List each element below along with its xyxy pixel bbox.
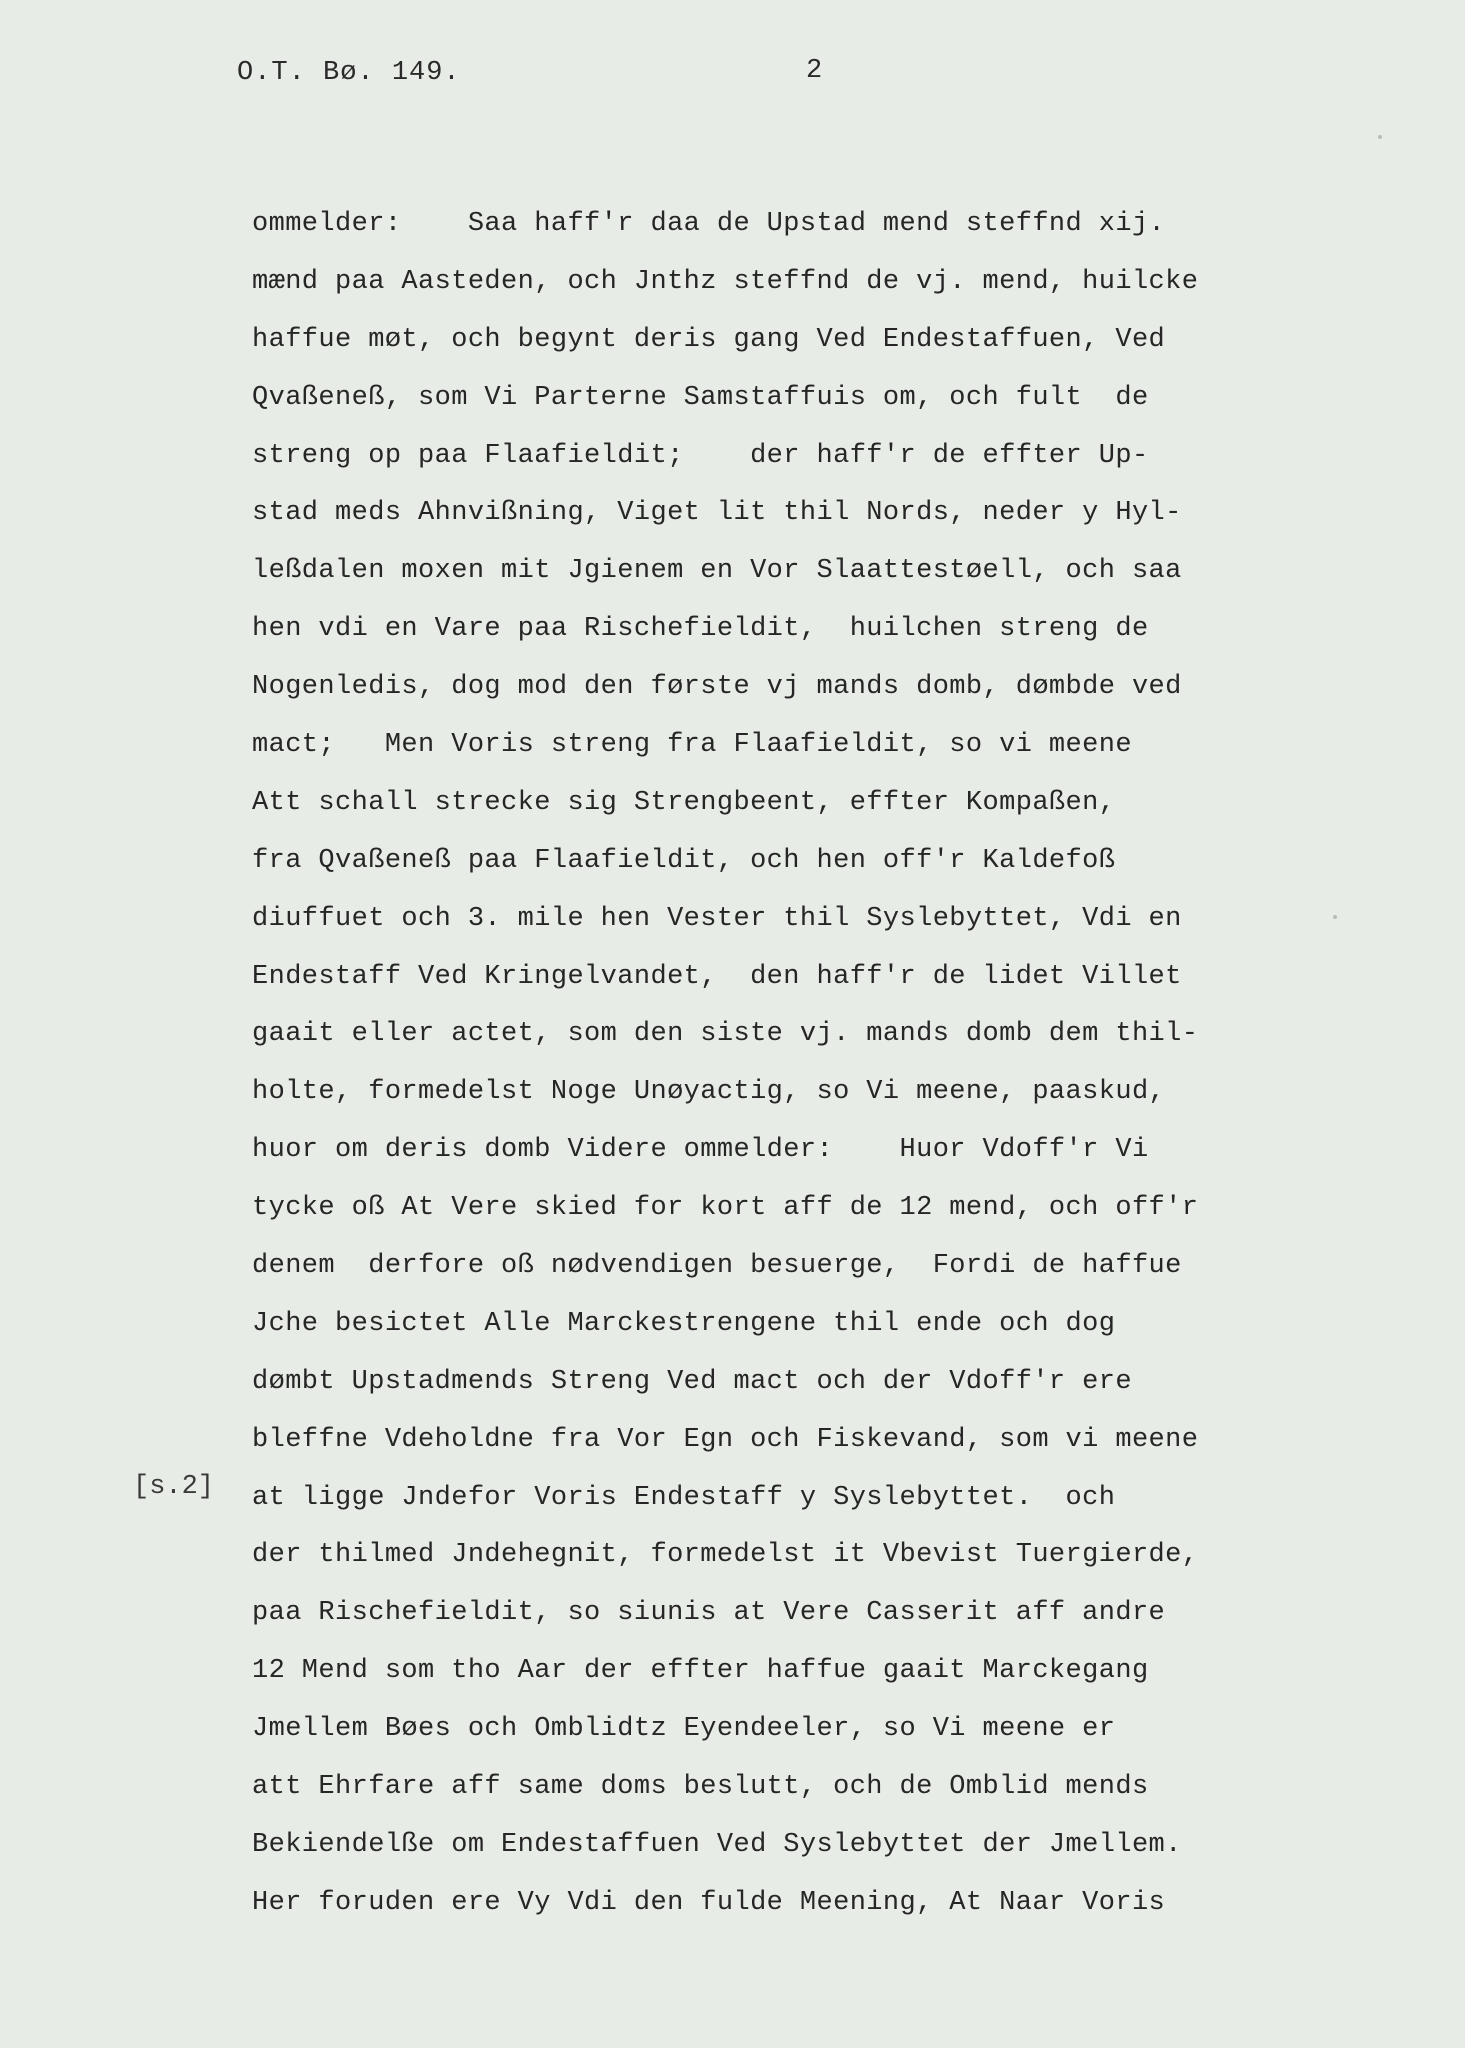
text-line: 12 Mend som tho Aar der effter haffue gaait Marckegang xyxy=(252,1656,1149,1687)
text-line: huor om deris domb Videre ommelder: Huor Vdoff'r Vi xyxy=(252,1135,1149,1166)
archive-reference: O.T. Bø. 149. xyxy=(237,58,461,88)
text-line: mænd paa Aasteden, och Jnthz steffnd de vj. mend, huilcke xyxy=(252,266,1199,297)
text-line: denem derfore oß nødvendigen besuerge, Fordi de haffue xyxy=(252,1251,1182,1282)
text-line: der thilmed Jndehegnit, formedelst it Vbevist Tuergierde, xyxy=(252,1540,1199,1571)
text-line: leßdalen moxen mit Jgienem en Vor Slaattestøell, och saa xyxy=(252,556,1182,587)
paper-speck xyxy=(1378,135,1382,139)
text-line: Her foruden ere Vy Vdi den fulde Meening, At Naar Voris xyxy=(252,1887,1166,1918)
text-line: Qvaßeneß, som Vi Parterne Samstaffuis om, och fult de xyxy=(252,382,1149,413)
text-line: Jmellem Bøes och Omblidtz Eyendeeler, so Vi meene er xyxy=(252,1714,1116,1745)
text-line: Bekiendelße om Endestaffuen Ved Syslebyttet der Jmellem. xyxy=(252,1829,1182,1860)
page-header xyxy=(0,58,1465,98)
page-number: 2 xyxy=(806,56,823,86)
text-line: Jche besictet Alle Marckestrengene thil ende och dog xyxy=(252,1308,1116,1339)
text-line: Endestaff Ved Kringelvandet, den haff'r de lidet Villet xyxy=(252,961,1182,992)
text-line: holte, formedelst Noge Unøyactig, so Vi meene, paaskud, xyxy=(252,1077,1166,1108)
text-line: ommelder: Saa haff'r daa de Upstad mend steffnd xij. xyxy=(252,209,1166,239)
paper-speck xyxy=(1333,915,1337,919)
text-line: mact; Men Voris streng fra Flaafieldit, so vi meene xyxy=(252,730,1132,761)
transcription-body xyxy=(252,196,1272,1933)
text-line: stad meds Ahnvißning, Viget lit thil Nords, neder y Hyl- xyxy=(252,498,1182,529)
text-line: paa Rischefieldit, so siunis at Vere Casserit aff andre xyxy=(252,1598,1166,1629)
text-line: gaait eller actet, som den siste vj. mands domb dem thil- xyxy=(252,1019,1199,1050)
text-line: bleffne Vdeholdne fra Vor Egn och Fiskevand, som vi meene xyxy=(252,1424,1199,1455)
margin-page-note: [s.2] xyxy=(133,1472,215,1502)
text-line: att Ehrfare aff same doms beslutt, och de Omblid mends xyxy=(252,1772,1149,1803)
text-line: dømbt Upstadmends Streng Ved mact och der Vdoff'r ere xyxy=(252,1366,1132,1397)
text-line: haffue møt, och begynt deris gang Ved Endestaffuen, Ved xyxy=(252,324,1166,355)
text-line: streng op paa Flaafieldit; der haff'r de effter Up- xyxy=(252,440,1149,471)
text-line: Nogenledis, dog mod den første vj mands domb, dømbde ved xyxy=(252,672,1182,703)
text-line: at ligge Jndefor Voris Endestaff y Syslebyttet. och xyxy=(252,1482,1116,1513)
text-line: diuffuet och 3. mile hen Vester thil Syslebyttet, Vdi en xyxy=(252,903,1182,934)
text-line: Att schall strecke sig Strengbeent, effter Kompaßen, xyxy=(252,787,1116,818)
text-line: tycke oß At Vere skied for kort aff de 12 mend, och off'r xyxy=(252,1193,1199,1224)
text-line: fra Qvaßeneß paa Flaafieldit, och hen off'r Kaldefoß xyxy=(252,845,1116,876)
text-line: hen vdi en Vare paa Rischefieldit, huilchen streng de xyxy=(252,614,1149,645)
